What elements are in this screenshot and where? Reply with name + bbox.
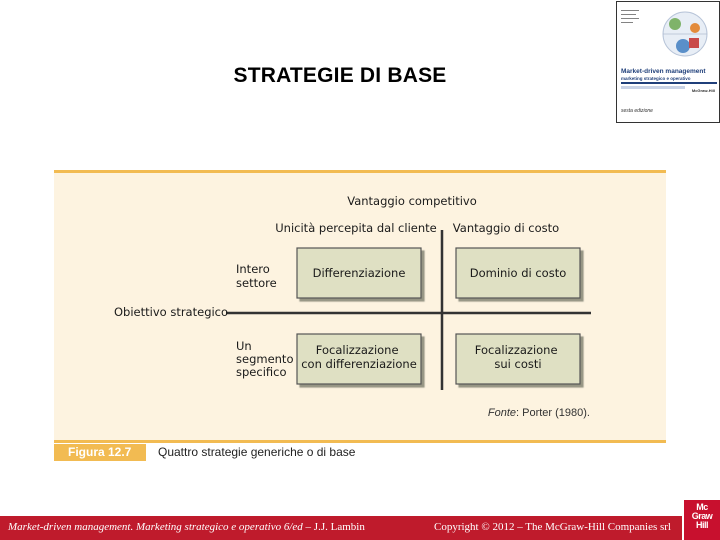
cover-band <box>621 86 685 89</box>
cell-focalizzazione-costi <box>456 334 580 384</box>
svg-text:Differenziazione: Differenziazione <box>312 266 406 280</box>
cell-focalizzazione-differenziazione <box>297 334 421 384</box>
book-cover-thumbnail <box>616 1 720 123</box>
row-axis-label: Obiettivo strategico <box>114 305 229 319</box>
book-publisher: McGraw-Hill <box>691 88 715 93</box>
col-left-label: Unicità percepita dal cliente <box>275 221 437 235</box>
col-right-label: Vantaggio di costo <box>452 221 560 235</box>
row-top-label: Intero settore <box>236 262 277 290</box>
cell-differenziazione <box>297 248 421 298</box>
footer-bar <box>0 516 682 540</box>
vantaggio-competitivo-header: Vantaggio competitivo <box>347 194 477 208</box>
slide-title: STRATEGIE DI BASE <box>233 64 447 87</box>
svg-text:Dominio di costo: Dominio di costo <box>469 266 567 280</box>
cover-illustration-icon <box>655 8 713 63</box>
cover-fine-print: ▬▬▬▬▬▬ ▬▬▬▬▬ ▬▬▬▬▬▬ ▬▬▬▬ <box>621 8 639 24</box>
figure-caption: Quattro strategie generiche o di base <box>158 445 356 459</box>
book-title: Market-driven management <box>621 68 706 75</box>
figure-number-tag: Figura 12.7 <box>54 444 146 461</box>
footer-book-credit: Market-driven management. Marketing strategico e operativo 6/ed – J.J. Lambin <box>8 521 365 533</box>
cover-rule <box>621 82 717 84</box>
svg-text:Focalizzazione con dif: Focalizzazione con differenziazione <box>301 343 417 371</box>
figure-panel <box>54 170 666 443</box>
book-subtitle: marketing strategico e operativo <box>621 76 691 81</box>
footer-copyright: Copyright © 2012 – The McGraw-Hill Companies srl <box>434 521 671 533</box>
row-bottom-label: Un segmento specifico <box>236 339 294 379</box>
cell-dominio-di-costo <box>456 248 580 298</box>
strategy-matrix-diagram <box>54 173 666 434</box>
figure-source: Fonte: Porter (1980). <box>487 407 590 419</box>
svg-text:Focalizzazione sui cos: Focalizzazione sui costi <box>474 343 558 371</box>
mcgraw-hill-logo: Mc Graw Hill <box>684 500 720 540</box>
book-edition: sesta edizione <box>621 108 653 114</box>
